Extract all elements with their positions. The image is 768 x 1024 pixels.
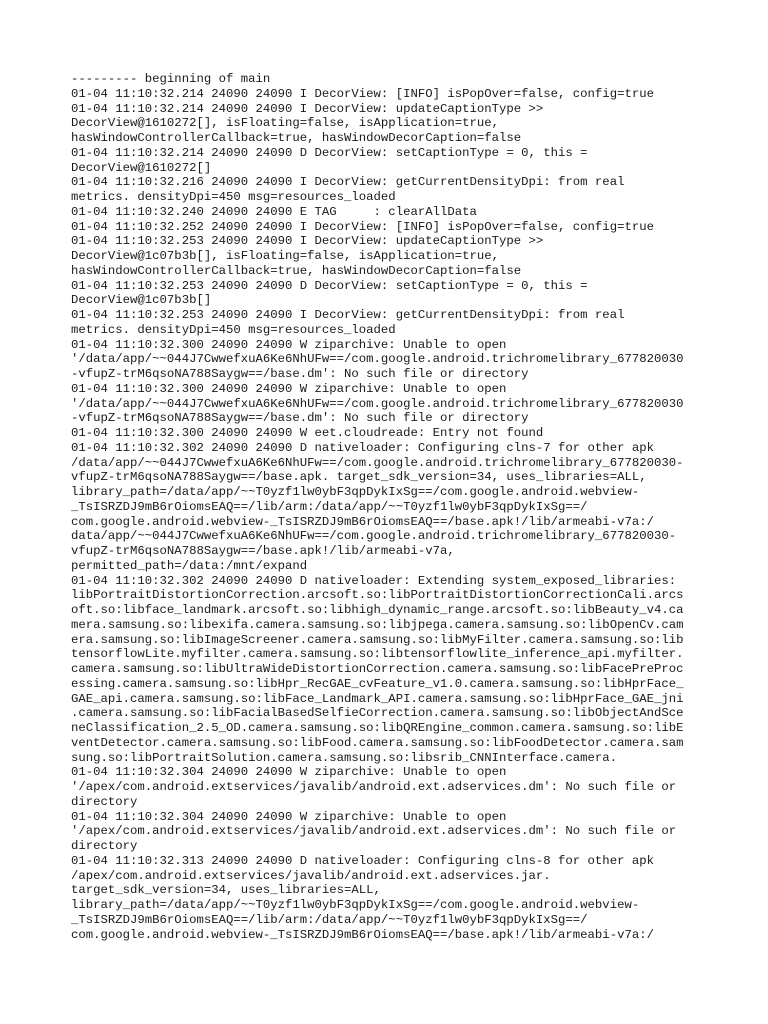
log-line: 01-04 11:10:32.240 24090 24090 E TAG : clearAllData	[71, 204, 477, 219]
log-line: 01-04 11:10:32.214 24090 24090 I DecorView: [INFO] isPopOver=false, config=true	[71, 86, 654, 101]
log-line: tensorflowLite.myfilter.camera.samsung.so:libtensorflowlite_inference_api.myfilter.	[71, 647, 684, 662]
log-line: .camera.samsung.so:libFacialBasedSelfieCorrection.camera.samsung.so:libObjectAndSce	[71, 706, 684, 721]
log-line: vfupZ-trM6qsoNA788Saygw==/base.apk!/lib/armeabi-v7a,	[71, 544, 455, 558]
log-line: essing.camera.samsung.so:libHpr_RecGAE_cvFeature_v1.0.camera.samsung.so:libHprFace_	[71, 676, 684, 691]
log-line: 01-04 11:10:32.302 24090 24090 D nativeloader: Extending system_exposed_libraries:	[71, 573, 677, 588]
log-line: vfupZ-trM6qsoNA788Saygw==/base.apk. target_sdk_version=34, uses_libraries=ALL,	[71, 470, 647, 485]
log-line: '/apex/com.android.extservices/javalib/android.ext.adservices.dm': No such file or	[71, 780, 677, 794]
log-line: hasWindowControllerCallback=true, hasWindowDecorCaption=false	[71, 263, 522, 278]
log-line: -vfupZ-trM6qsoNA788Saygw==/base.dm': No such file or directory	[71, 411, 529, 426]
log-line: 01-04 11:10:32.253 24090 24090 D DecorView: setCaptionType = 0, this =	[71, 278, 588, 293]
log-line: DecorView@1c07b3b[]	[71, 293, 212, 308]
log-line: DecorView@1c07b3b[], isFloating=false, isApplication=true,	[71, 249, 500, 263]
log-line: 01-04 11:10:32.302 24090 24090 D nativeloader: Configuring clns-7 for other apk	[71, 440, 654, 455]
log-line: 01-04 11:10:32.300 24090 24090 W ziparchive: Unable to open	[71, 381, 507, 396]
log-line: _TsISRZDJ9mB6rOiomsEAQ==/lib/arm:/data/app/~~T0yzf1lw0ybF3qpDykIxSg==/	[71, 912, 588, 927]
log-line: metrics. densityDpi=450 msg=resources_loaded	[71, 322, 396, 337]
log-line: 01-04 11:10:32.300 24090 24090 W ziparchive: Unable to open	[71, 337, 507, 352]
log-line: 01-04 11:10:32.313 24090 24090 D nativeloader: Configuring clns-8 for other apk	[71, 853, 654, 868]
log-line: metrics. densityDpi=450 msg=resources_loaded	[71, 190, 396, 204]
log-line: libPortraitDistortionCorrection.arcsoft.so:libPortraitDistortionCorrectionCali.arcs	[71, 588, 684, 603]
log-line: --------- beginning of main	[71, 72, 271, 86]
log-line: 01-04 11:10:32.252 24090 24090 I DecorView: [INFO] isPopOver=false, config=true	[71, 219, 654, 234]
log-line: 01-04 11:10:32.253 24090 24090 I DecorView: updateCaptionType >>	[71, 234, 544, 249]
log-line: /apex/com.android.extservices/javalib/android.ext.adservices.jar.	[71, 868, 551, 883]
log-line: mera.samsung.so:libexifa.camera.samsung.so:libjpega.camera.samsung.so:libOpenCv.cam	[71, 617, 684, 632]
log-line: permitted_path=/data:/mnt/expand	[71, 558, 308, 573]
log-line: sung.so:libPortraitSolution.camera.samsung.so:libsrib_CNNInterface.camera.	[71, 750, 618, 765]
log-line: neClassification_2.5_OD.camera.samsung.so:libQREngine_common.camera.samsung.so:libE	[71, 721, 684, 735]
log-line: GAE_api.camera.samsung.so:libFace_Landmark_API.camera.samsung.so:libHprFace_GAE_jni	[71, 691, 684, 706]
log-line: _TsISRZDJ9mB6rOiomsEAQ==/lib/arm:/data/app/~~T0yzf1lw0ybF3qpDykIxSg==/	[71, 499, 588, 514]
log-line: 01-04 11:10:32.304 24090 24090 W ziparchive: Unable to open	[71, 809, 507, 824]
log-line: hasWindowControllerCallback=true, hasWindowDecorCaption=false	[71, 131, 522, 145]
log-line: 01-04 11:10:32.300 24090 24090 W eet.cloudreade: Entry not found	[71, 426, 544, 440]
log-line: target_sdk_version=34, uses_libraries=ALL,	[71, 883, 381, 898]
log-line: oft.so:libface_landmark.arcsoft.so:libhigh_dynamic_range.arcsoft.so:libBeauty_v4.ca	[71, 603, 684, 617]
log-line: com.google.android.webview-_TsISRZDJ9mB6rOiomsEAQ==/base.apk!/lib/armeabi-v7a:/	[71, 514, 654, 529]
log-line: directory	[71, 839, 138, 853]
log-line: 01-04 11:10:32.216 24090 24090 I DecorView: getCurrentDensityDpi: from real	[71, 175, 625, 190]
log-line: '/data/app/~~044J7CwwefxuA6Ke6NhUFw==/com.google.android.trichromelibrary_677820030	[71, 396, 684, 411]
log-line: DecorView@1610272[], isFloating=false, isApplication=true,	[71, 116, 500, 131]
log-line: /data/app/~~044J7CwwefxuA6Ke6NhUFw==/com.google.android.trichromelibrary_677820030-	[71, 455, 684, 470]
log-line: era.samsung.so:libImageScreener.camera.samsung.so:libMyFilter.camera.samsung.so:lib	[71, 632, 684, 647]
log-line: camera.samsung.so:libUltraWideDistortionCorrection.camera.samsung.so:libFacePreProc	[71, 662, 684, 676]
log-line: DecorView@1610272[]	[71, 160, 212, 175]
log-output	[71, 72, 711, 942]
log-line: library_path=/data/app/~~T0yzf1lw0ybF3qpDykIxSg==/com.google.android.webview-	[71, 898, 640, 912]
log-line: ventDetector.camera.samsung.so:libFood.camera.samsung.so:libFoodDetector.camera.sam	[71, 735, 684, 750]
log-line: 01-04 11:10:32.214 24090 24090 D DecorView: setCaptionType = 0, this =	[71, 145, 588, 160]
log-line: 01-04 11:10:32.304 24090 24090 W ziparchive: Unable to open	[71, 765, 507, 780]
log-line: 01-04 11:10:32.214 24090 24090 I DecorView: updateCaptionType >>	[71, 101, 544, 116]
log-line: 01-04 11:10:32.253 24090 24090 I DecorView: getCurrentDensityDpi: from real	[71, 308, 625, 322]
log-line: '/data/app/~~044J7CwwefxuA6Ke6NhUFw==/com.google.android.trichromelibrary_677820030	[71, 352, 684, 367]
log-line: directory	[71, 794, 138, 809]
log-line: com.google.android.webview-_TsISRZDJ9mB6rOiomsEAQ==/base.apk!/lib/armeabi-v7a:/	[71, 927, 654, 942]
log-line: '/apex/com.android.extservices/javalib/android.ext.adservices.dm': No such file or	[71, 824, 677, 839]
log-line: data/app/~~044J7CwwefxuA6Ke6NhUFw==/com.google.android.trichromelibrary_677820030-	[71, 529, 677, 544]
log-line: library_path=/data/app/~~T0yzf1lw0ybF3qpDykIxSg==/com.google.android.webview-	[71, 485, 640, 499]
log-line: -vfupZ-trM6qsoNA788Saygw==/base.dm': No such file or directory	[71, 367, 529, 381]
